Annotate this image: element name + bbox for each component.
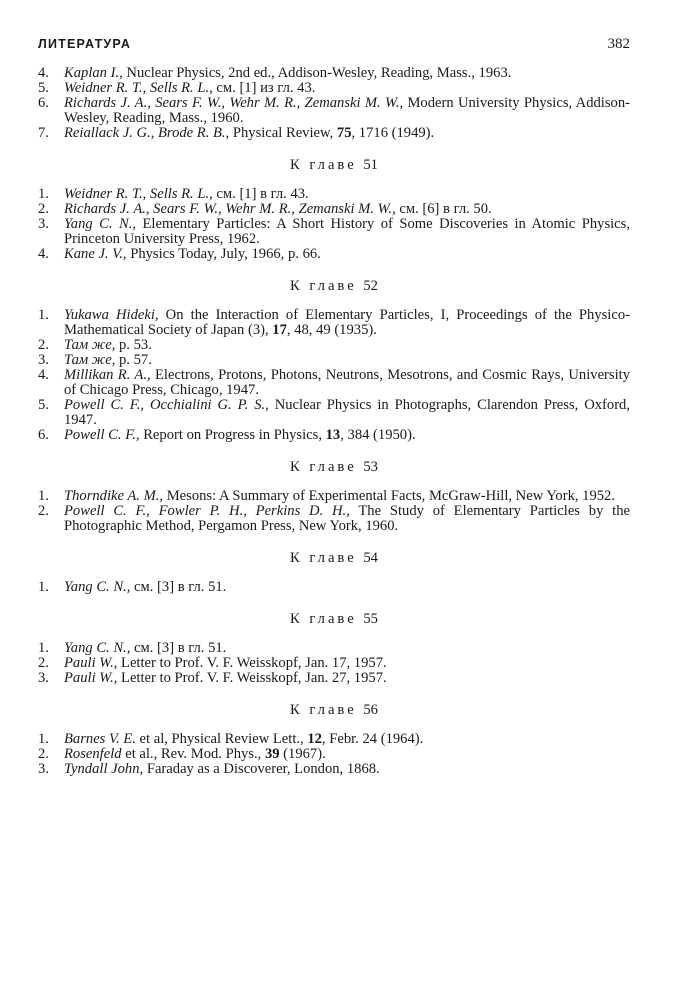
reference-item xyxy=(38,641,630,656)
reference-authors: Millikan R. A., xyxy=(64,367,151,383)
reference-text: см. [3] в гл. 51. xyxy=(130,579,227,595)
chapter-heading-number: 51 xyxy=(363,157,378,173)
chapter-heading-number: 55 xyxy=(363,611,378,627)
reference-text: p. 57. xyxy=(115,352,152,368)
reference-text: см. [1] в гл. 43. xyxy=(212,186,309,202)
reference-authors: Weidner R. T., Sells R. L., xyxy=(64,186,213,202)
reference-item xyxy=(38,580,630,595)
reference-text-end: , Febr. 24 (1964). xyxy=(321,731,424,747)
reference-volume: 13 xyxy=(325,427,341,443)
reference-text: The Study of Elementary Particles by the Photographic Method, Pergamon Press, New York, 1960. xyxy=(64,503,630,534)
reference-authors: Там же, xyxy=(64,337,116,353)
reference-authors: Weidner R. T., Sells R. L., xyxy=(64,80,213,96)
reference-text: p. 53. xyxy=(115,337,152,353)
chapter-heading xyxy=(38,611,630,628)
reference-text: Report on Progress in Physics, xyxy=(139,427,326,443)
chapter-heading-label: К главе xyxy=(290,459,357,475)
reference-item xyxy=(38,126,630,141)
reference-authors: Там же, xyxy=(64,352,116,368)
page-number: 382 xyxy=(607,36,630,52)
reference-number: 3. xyxy=(38,670,49,686)
reference-number: 3. xyxy=(38,352,49,368)
reference-authors: Powell C. F., xyxy=(64,427,140,443)
reference-authors: Pauli W., xyxy=(64,655,118,671)
reference-authors: Pauli W., xyxy=(64,670,118,686)
reference-item xyxy=(38,489,630,504)
reference-item xyxy=(38,66,630,81)
reference-number: 2. xyxy=(38,655,49,671)
reference-text-end: , 48, 49 (1935). xyxy=(286,322,377,338)
reference-item xyxy=(38,504,630,534)
reference-authors: Yang C. N., xyxy=(64,640,131,656)
reference-number: 6. xyxy=(38,95,49,111)
reference-text: Letter to Prof. V. F. Weisskopf, Jan. 17, 1957. xyxy=(117,655,387,671)
reference-item xyxy=(38,308,630,338)
chapter-heading xyxy=(38,702,630,719)
chapter-heading-label: К главе xyxy=(290,702,357,718)
chapter-heading-label: К главе xyxy=(290,278,357,294)
reference-item xyxy=(38,353,630,368)
reference-authors: Yukawa Hideki, xyxy=(64,307,159,323)
reference-number: 4. xyxy=(38,367,49,383)
reference-item xyxy=(38,762,630,777)
reference-number: 3. xyxy=(38,216,49,232)
reference-item xyxy=(38,747,630,762)
chapter-heading xyxy=(38,157,630,174)
reference-authors: Barnes V. E. xyxy=(64,731,136,747)
reference-number: 1. xyxy=(38,731,49,747)
reference-text: On the Interaction of Elementary Particles, I, Proceedings of the Physico-Mathematical Society of Japan (3), xyxy=(64,307,630,338)
reference-number: 1. xyxy=(38,186,49,202)
reference-authors: Yang C. N., xyxy=(64,216,137,232)
chapter-heading-label: К главе xyxy=(290,157,357,173)
reference-number: 4. xyxy=(38,65,49,81)
chapter-heading xyxy=(38,459,630,476)
reference-list xyxy=(38,732,630,777)
reference-number: 2. xyxy=(38,503,49,519)
reference-text: Faraday as a Discoverer, London, 1868. xyxy=(143,761,380,777)
reference-item xyxy=(38,671,630,686)
chapter-heading-number: 56 xyxy=(363,702,378,718)
reference-number: 5. xyxy=(38,397,49,413)
reference-list xyxy=(38,489,630,534)
reference-number: 6. xyxy=(38,427,49,443)
reference-item xyxy=(38,247,630,262)
reference-volume: 17 xyxy=(272,322,287,338)
reference-authors: Powell C. F., Occhialini G. P. S., xyxy=(64,397,269,413)
reference-text: Physical Review, xyxy=(229,125,337,141)
reference-item xyxy=(38,656,630,671)
chapter-heading-number: 53 xyxy=(363,459,378,475)
reference-text: см. [6] в гл. 50. xyxy=(395,201,492,217)
reference-number: 2. xyxy=(38,201,49,217)
reference-item xyxy=(38,428,630,443)
reference-authors: Kane J. V., xyxy=(64,246,127,262)
reference-number: 2. xyxy=(38,746,49,762)
reference-text: см. [1] из гл. 43. xyxy=(212,80,316,96)
reference-number: 1. xyxy=(38,307,49,323)
reference-text: Nuclear Physics, 2nd ed., Addison-Wesley, Reading, Mass., 1963. xyxy=(122,65,512,81)
reference-authors: Powell C. F., Fowler P. H., Perkins D. H., xyxy=(64,503,350,519)
reference-authors: Yang C. N., xyxy=(64,579,131,595)
reference-text: Elementary Particles: A Short History of Some Discoveries in Atomic Physics, Princeton University Press, 1962. xyxy=(64,216,630,247)
reference-text: Letter to Prof. V. F. Weisskopf, Jan. 27, 1957. xyxy=(117,670,387,686)
reference-item xyxy=(38,187,630,202)
book-page xyxy=(38,36,630,777)
chapter-heading xyxy=(38,278,630,295)
reference-number: 1. xyxy=(38,488,49,504)
reference-text: см. [3] в гл. 51. xyxy=(130,640,227,656)
running-head xyxy=(38,36,630,66)
chapter-heading-label: К главе xyxy=(290,550,357,566)
chapter-sections xyxy=(38,157,630,777)
reference-list xyxy=(38,580,630,595)
reference-list-continued xyxy=(38,66,630,141)
reference-number: 2. xyxy=(38,337,49,353)
reference-text-end: (1967). xyxy=(279,746,326,762)
reference-text: Electrons, Protons, Photons, Neutrons, Mesotrons, and Cosmic Rays, University of Chicago Press, Chicago, 1947. xyxy=(64,367,630,398)
chapter-heading xyxy=(38,550,630,567)
reference-text: et al, Physical Review Lett., xyxy=(135,731,308,747)
reference-number: 5. xyxy=(38,80,49,96)
reference-text: Nuclear Physics in Photographs, Clarendon Press, Oxford, 1947. xyxy=(64,397,630,428)
reference-number: 7. xyxy=(38,125,49,141)
reference-text: Physics Today, July, 1966, p. 66. xyxy=(126,246,321,262)
chapter-heading-number: 54 xyxy=(363,550,378,566)
reference-text: Mesons: A Summary of Experimental Facts, McGraw-Hill, New York, 1952. xyxy=(163,488,616,504)
reference-authors: Richards J. A., Sears F. W., Wehr M. R., Zemanski M. W., xyxy=(64,95,404,111)
reference-volume: 12 xyxy=(307,731,322,747)
reference-authors: Richards J. A., Sears F. W., Wehr M. R., Zemanski M. W., xyxy=(64,201,396,217)
reference-item xyxy=(38,368,630,398)
reference-authors: Rosenfeld xyxy=(64,746,122,762)
reference-list xyxy=(38,641,630,686)
reference-authors: Thorndike A. M., xyxy=(64,488,164,504)
reference-list xyxy=(38,308,630,443)
reference-text: Modern University Physics, Addison-Wesley, Reading, Mass., 1960. xyxy=(64,95,630,126)
reference-item xyxy=(38,202,630,217)
chapter-heading-number: 52 xyxy=(363,278,378,294)
reference-text-end: , 384 (1950). xyxy=(340,427,416,443)
reference-item xyxy=(38,732,630,747)
reference-item xyxy=(38,81,630,96)
reference-number: 1. xyxy=(38,579,49,595)
chapter-heading-label: К главе xyxy=(290,611,357,627)
running-title: ЛИТЕРАТУРА xyxy=(38,37,132,51)
reference-authors: Tyndall John, xyxy=(64,761,144,777)
reference-number: 1. xyxy=(38,640,49,656)
reference-number: 3. xyxy=(38,761,49,777)
reference-volume: 39 xyxy=(264,746,280,762)
reference-text-end: , 1716 (1949). xyxy=(351,125,435,141)
reference-number: 4. xyxy=(38,246,49,262)
reference-item xyxy=(38,338,630,353)
reference-authors: Kaplan I., xyxy=(64,65,123,81)
reference-item xyxy=(38,217,630,247)
reference-volume: 75 xyxy=(336,125,352,141)
reference-item xyxy=(38,96,630,126)
reference-item xyxy=(38,398,630,428)
reference-text: et al., Rev. Mod. Phys., xyxy=(121,746,265,762)
reference-authors: Reiallack J. G., Brode R. B., xyxy=(64,125,230,141)
reference-list xyxy=(38,187,630,262)
